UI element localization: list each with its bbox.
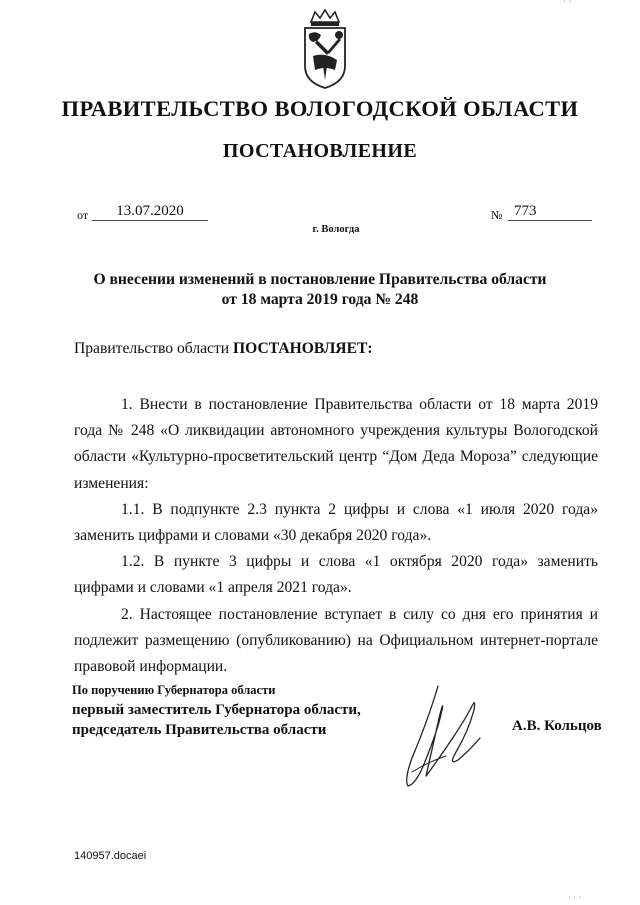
paragraph-1: 1. Внести в постановление Правительства области от 18 марта 2019 года № 248 «О ликвидации автономного учреждения культуры Вологодской области «Культурно-просветительский центр “Дом Деда Мороза” следующие изменения: [74,396,598,492]
signatory-line-2: первый заместитель Губернатора области, [72,702,361,718]
subject-line-2: от 18 марта 2019 года № 248 [221,291,419,308]
document-type: ПОСТАНОВЛЕНИЕ [222,140,418,162]
document-number-field [508,202,592,221]
signatory-title [72,680,361,740]
date-label: от [77,208,89,222]
paragraph-1-1: 1.1. В подпункте 2.3 пункта 2 цифры и слова «1 июля 2020 года» заменить цифрами и словами «30 декабря 2020 года». [74,500,598,545]
signatory-line-3: председатель Правительства области [72,722,327,738]
scan-mark-bottom: · · · [568,892,582,902]
document-body [74,392,598,680]
signatory-line-1: По поручению Губернатора области [72,683,276,697]
coat-of-arms-icon [299,8,351,90]
preamble-keyword: ПОСТАНОВЛЯЕТ: [233,340,373,357]
organization-title: ПРАВИТЕЛЬСТВО ВОЛОГОДСКОЙ ОБЛАСТИ [61,96,579,121]
handwritten-signature [398,680,494,792]
subject-line-1: О внесении изменений в постановление Правительства области [93,271,547,288]
preamble [74,340,373,358]
document-date: 13.07.2020 [92,202,208,221]
city: г. Вологда [312,224,360,235]
scan-mark-top: · · [563,0,572,6]
document-number: 773 [514,203,537,219]
preamble-text: Правительство области [74,340,234,357]
number-label: № [491,208,503,222]
file-reference: 140957.docaei [74,850,147,862]
signatory-name: А.В. Кольцов [512,718,602,734]
document-subject [0,270,640,310]
paragraph-2: 2. Настоящее постановление вступает в силу со дня его принятия и подлежит размещению (опубликованию) на Официальном интернет-портале правовой информации. [74,605,598,676]
paragraph-1-2: 1.2. В пункте 3 цифры и слова «1 октября 2020 года» заменить цифрами и словами «1 апреля 2021 года». [74,553,598,597]
